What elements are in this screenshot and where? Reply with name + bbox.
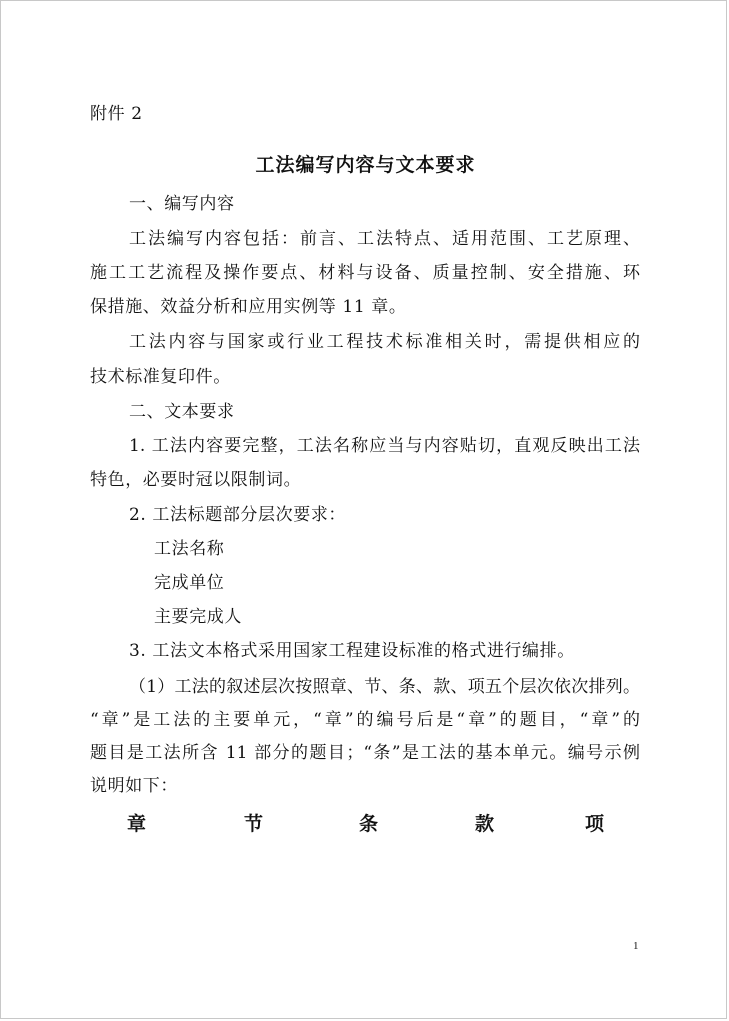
section2-item2-sub: 主要完成人 xyxy=(154,607,242,627)
section2-item3-sub-line: “章”是工法的主要单元，“章”的编号后是“章”的题目，“章”的 xyxy=(90,710,640,730)
section1-para1-line: 保措施、效益分析和应用实例等 11 章。 xyxy=(90,297,407,317)
section2-item3: 3. 工法文本格式采用国家工程建设标准的格式进行编排。 xyxy=(129,641,575,661)
section2-item3-sub-line: （1）工法的叙述层次按照章、节、条、款、项五个层次依次排列。 xyxy=(129,677,640,697)
level-heading-chapter: 章 xyxy=(127,813,147,835)
document-title: 工法编写内容与文本要求 xyxy=(255,154,476,176)
section2-item1-line: 1. 工法内容要完整，工法名称应当与内容贴切，直观反映出工法 xyxy=(129,436,640,456)
level-heading-article: 条 xyxy=(359,813,379,835)
page-number: 1 xyxy=(633,940,639,952)
section1-para1-line: 施工工艺流程及操作要点、材料与设备、质量控制、安全措施、环 xyxy=(90,263,640,283)
section2-item2-sub: 完成单位 xyxy=(154,573,225,593)
section1-para2-line: 工法内容与国家或行业工程技术标准相关时，需提供相应的 xyxy=(129,332,640,352)
section1-heading: 一、编写内容 xyxy=(129,194,235,214)
section2-item2: 2. 工法标题部分层次要求： xyxy=(129,505,347,525)
section2-item3-sub-line: 说明如下： xyxy=(90,776,178,796)
section2-item1-line: 特色，必要时冠以限制词。 xyxy=(90,470,302,490)
level-heading-clause: 款 xyxy=(475,813,495,835)
section2-item3-sub-line: 题目是工法所含 11 部分的题目；“条”是工法的基本单元。编号示例 xyxy=(90,743,640,763)
attachment-label: 附件 2 xyxy=(90,104,143,124)
level-heading-section: 节 xyxy=(244,813,264,835)
section1-para2-line: 技术标准复印件。 xyxy=(90,367,231,387)
section2-item2-sub: 工法名称 xyxy=(154,539,225,559)
level-heading-item: 项 xyxy=(585,813,605,835)
section2-heading: 二、文本要求 xyxy=(129,402,235,422)
section1-para1-line: 工法编写内容包括：前言、工法特点、适用范围、工艺原理、 xyxy=(129,229,640,249)
